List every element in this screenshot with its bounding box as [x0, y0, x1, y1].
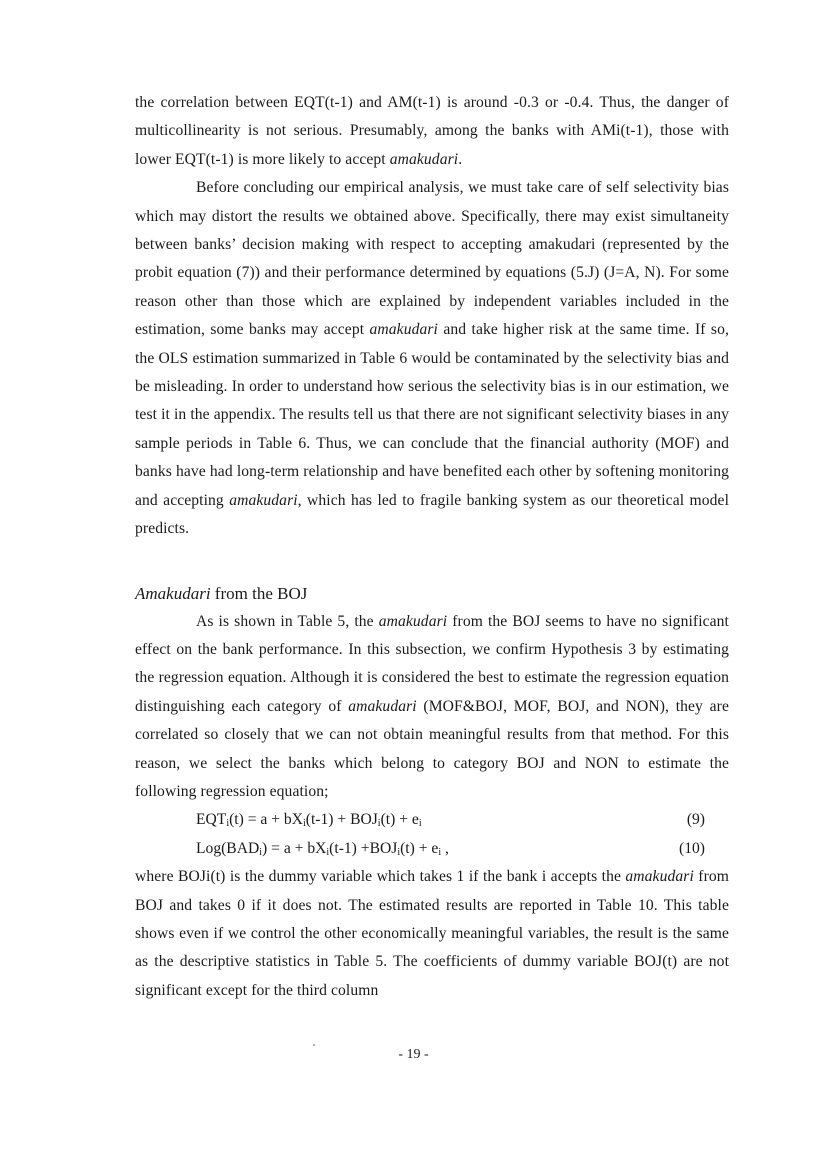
text-run: Before concluding our empirical analysis, we must take care of self selectivity bias which may distort the results we obtained above. Specifically, there may exist simultaneity between banks’ decision making with respect to accepting amakudari (represented by the probit equation (7)) and their performance determined by equations (5.J) (J=A, N). For some reason other than those which are explained by independent variables included in the estimation, some banks may accept — [135, 179, 729, 339]
subscript: i — [418, 818, 422, 830]
text-run: , which has led to fragile banking system as our theoretical model predicts. — [135, 491, 729, 538]
text-run: , — [441, 839, 449, 857]
text-run: (t) + e — [380, 811, 419, 829]
equation-9-number: (9) — [686, 811, 705, 829]
text-run: (t) = a + bX — [229, 811, 303, 829]
subscript: i — [438, 846, 442, 858]
italic-term: amakudari — [625, 868, 694, 886]
text-run: from the BOJ — [210, 583, 308, 603]
subscript: i — [397, 846, 401, 858]
text-run: . — [458, 150, 463, 168]
paragraph-correlation — [135, 89, 729, 174]
subscript: i — [302, 818, 306, 830]
text-run: the correlation between EQT(t-1) and AM(t-1) is around -0.3 or -0.4. Thus, the danger of multicollinearity is not serious. Presumably, among the banks with AMi(t-1), those with lower EQT(t-1) is more likely to accept — [135, 94, 729, 168]
text-run: where BOJi(t) is the dummy variable which takes 1 if the bank i accepts the — [135, 868, 626, 886]
text-run: and take higher risk at the same time. If so, the OLS estimation summarized in Table 6 would be contaminated by the selectivity bias and be misleading. In order to understand how serious the selectivity bias is in our estimation, we test it in the appendix. The results tell us that there are not significant selectivity biases in any sample periods in Table 6. Thus, we can conclude that the financial authority (MOF) and banks have had long-term relationship and have benefited each other by softening monitoring and accepting — [135, 321, 729, 509]
text-run: EQT — [196, 811, 227, 829]
text-run: Log(BAD — [196, 839, 260, 857]
text-run: (t-1) + BOJ — [305, 811, 378, 829]
equation-10-number: (10) — [679, 839, 705, 857]
section-heading-amakudari-boj — [135, 580, 729, 608]
equation-9-formula — [196, 806, 422, 834]
text-run: (MOF&BOJ, MOF, BOJ, and NON), they are correlated so closely that we can not obtain meaningful results from that method. For this reason, we select the banks which belong to category BOJ and NON to estimate the following regression equation; — [135, 697, 729, 800]
italic-term: amakudari — [378, 612, 448, 630]
paragraph-selectivity-bias — [135, 174, 729, 543]
equation-9 — [135, 806, 729, 834]
equation-10 — [135, 835, 729, 863]
text-run: (t-1) +BOJ — [329, 839, 398, 857]
page-body — [135, 89, 729, 1005]
subscript: i — [259, 846, 263, 858]
text-run: (t) + e — [400, 839, 439, 857]
text-run: from BOJ and takes 0 if it does not. The estimated results are reported in Table 10. This table shows even if we control the other economically meaningful variables, the result is the same as the descriptive statistics in Table 5. The coefficients of dummy variable BOJ(t) are not significant except for the third column — [135, 868, 729, 999]
text-run: ) = a + bX — [262, 839, 327, 857]
italic-term: amakudari — [389, 150, 459, 168]
subscript: i — [377, 818, 381, 830]
italic-term: Amakudari — [135, 583, 211, 603]
italic-term: amakudari — [229, 491, 298, 509]
page-number: - 19 - — [398, 1047, 429, 1062]
subscript: i — [226, 818, 230, 830]
italic-term: amakudari — [369, 321, 438, 339]
scan-speck — [313, 1044, 315, 1046]
paragraph-boj-regression — [135, 608, 729, 807]
text-run: As is shown in Table 5, the — [196, 612, 379, 630]
subscript: i — [326, 846, 330, 858]
italic-term: amakudari — [348, 697, 417, 715]
equation-10-formula — [196, 835, 449, 863]
paragraph-boj-dummy — [135, 863, 729, 1005]
text-run: from the BOJ seems to have no significant effect on the bank performance. In this subsection, we confirm Hypothesis 3 by estimating the regression equation. Although it is considered the best to estimate the regression equation distinguishing each category of — [135, 612, 729, 715]
